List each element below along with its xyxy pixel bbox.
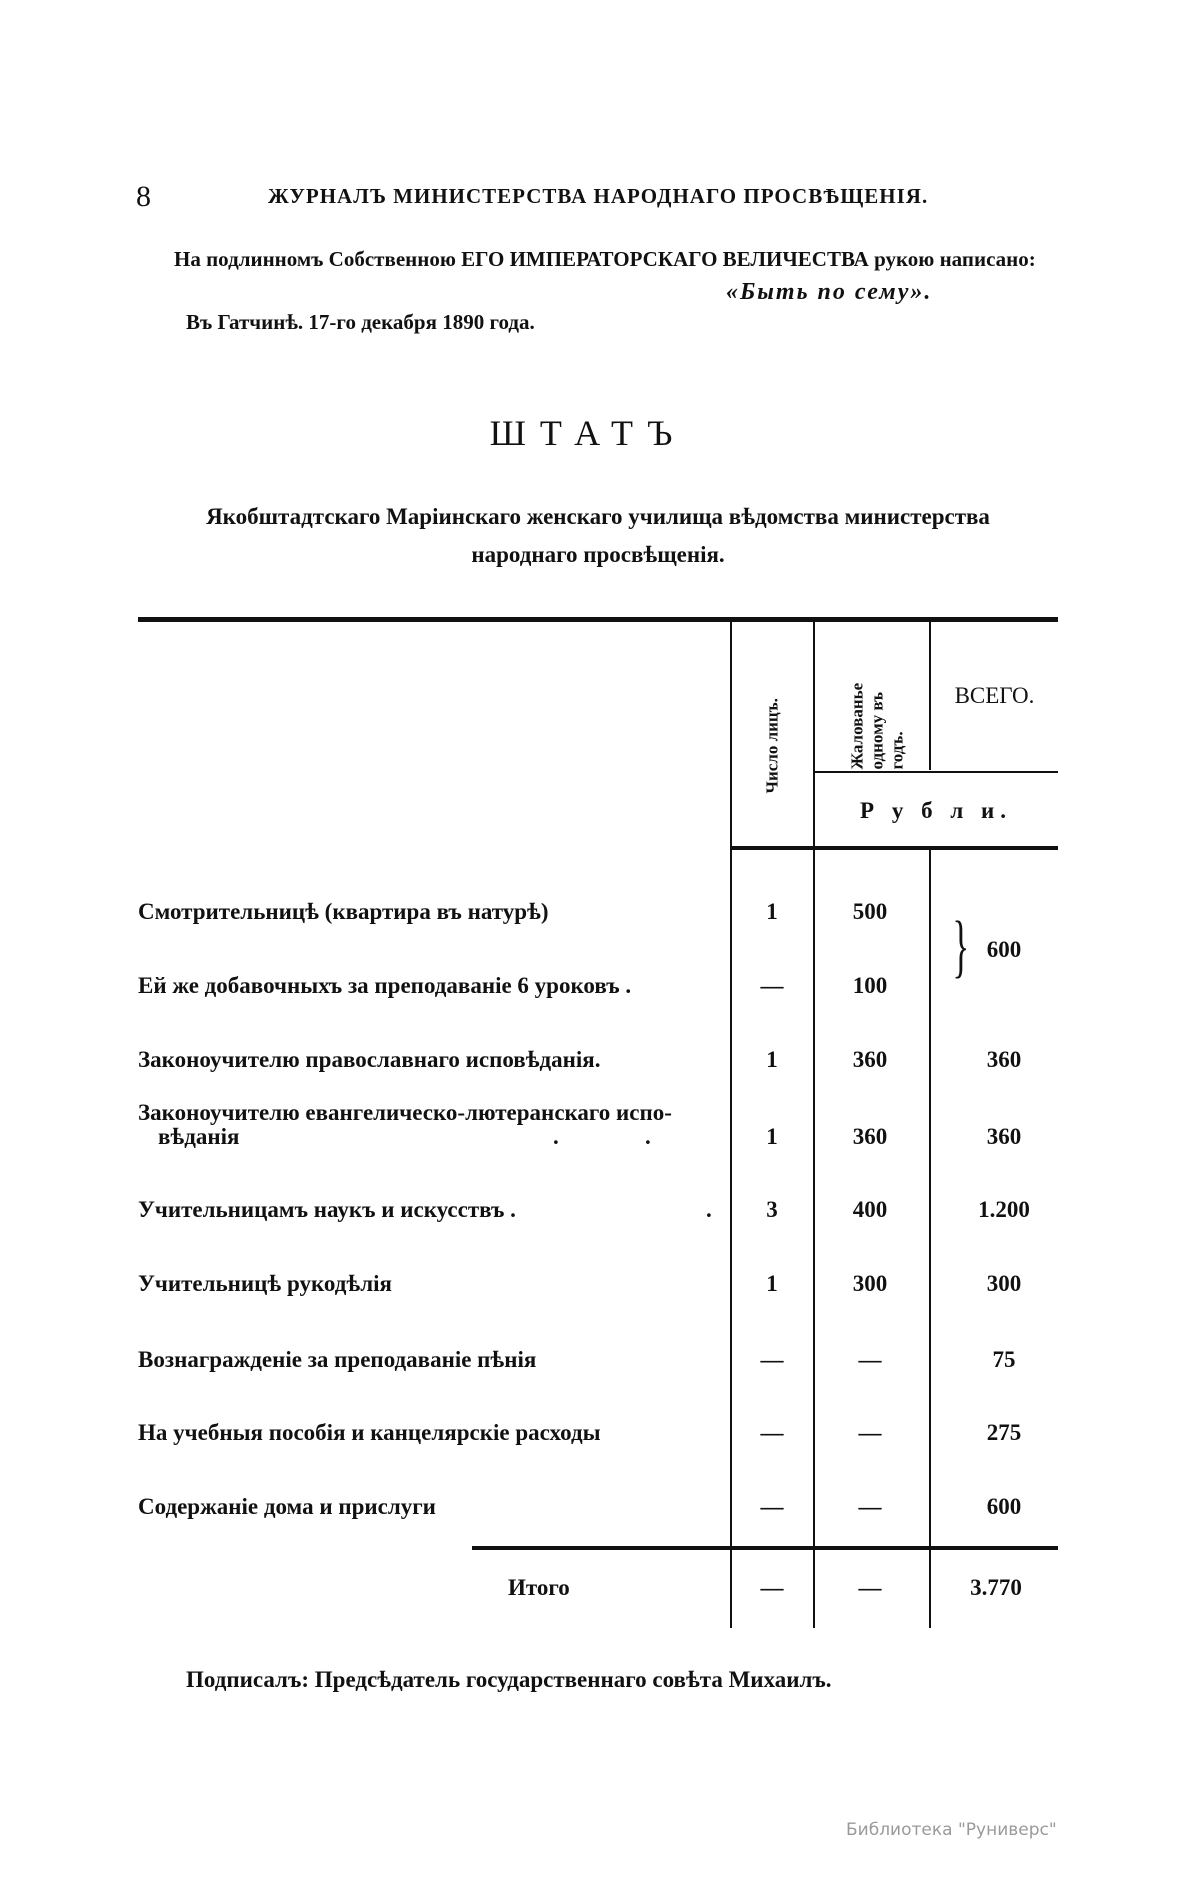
row-label: На учебныя пособія и канцелярскіе расходы: [138, 1420, 601, 1445]
leader-dots: .: [706, 1197, 712, 1222]
brace-icon: }: [952, 908, 970, 985]
header-currency: Р у б л и.: [860, 798, 1012, 823]
row-label: Ей же добавочныхъ за преподаваніе 6 уроковъ .: [138, 973, 632, 998]
row-count: —: [760, 973, 784, 998]
leader-dots: . .: [553, 1124, 651, 1149]
row-label: Содержаніе дома и прислуги: [138, 1494, 436, 1519]
row-total: 360: [986, 1047, 1022, 1072]
row-label: Учительницамъ наукъ и искусствъ .: [138, 1197, 516, 1222]
row-salary: 360: [852, 1047, 888, 1072]
row-count: 1: [766, 899, 778, 924]
row-salary: —: [858, 1347, 882, 1372]
row-count: —: [760, 1347, 784, 1372]
row-salary: 400: [852, 1197, 888, 1222]
row-total: 75: [992, 1347, 1016, 1372]
row-count: 3: [766, 1197, 778, 1222]
row-label: Учительницѣ рукодѣлія: [138, 1271, 392, 1296]
row-count: 1: [766, 1124, 778, 1149]
bracket-total: 600: [986, 937, 1022, 962]
row-label: Смотрительницѣ (квартира въ натурѣ): [138, 899, 549, 924]
subtitle-line-1: Якобштадтскаго Маріинскаго женскаго училища вѣдомства министерства: [206, 504, 990, 529]
row-salary: 100: [852, 973, 888, 998]
row-label: Законоучителю евангелическо-лютеранскаго испо-: [138, 1100, 672, 1125]
row-label: Законоучителю православнаго исповѣданія.: [138, 1047, 601, 1072]
row-label-continued: вѣданія: [158, 1124, 240, 1149]
row-total: 600: [986, 1494, 1022, 1519]
row-count: 1: [766, 1047, 778, 1072]
header-salary-3: годъ.: [887, 731, 907, 770]
header-salary-2: одному въ: [867, 691, 887, 770]
row-salary: 500: [852, 899, 888, 924]
header-sub-rule: [814, 771, 1058, 773]
header-count: Число лицъ.: [762, 698, 782, 794]
row-count: 1: [766, 1271, 778, 1296]
summary-count: —: [760, 1575, 784, 1600]
column-divider: [813, 620, 815, 1628]
header-salary-1: Жалованье: [847, 682, 867, 770]
row-salary: —: [858, 1420, 882, 1445]
row-count: —: [760, 1420, 784, 1445]
signature: Подписалъ: Предсѣдатель государственнаго совѣта Михаилъ.: [186, 1667, 832, 1692]
subtitle-line-2: народнаго просвѣщенія.: [471, 542, 725, 567]
row-salary: 360: [852, 1124, 888, 1149]
row-count: —: [760, 1494, 784, 1519]
decree-resolution: «Быть по сему».: [726, 279, 933, 305]
place-date: Въ Гатчинѣ. 17-го декабря 1890 года.: [186, 310, 535, 334]
row-total: 275: [986, 1420, 1022, 1445]
summary-total: 3.770: [970, 1575, 1022, 1600]
header-bottom-rule: [730, 846, 1058, 850]
row-total: 1.200: [978, 1197, 1030, 1222]
row-salary: 300: [852, 1271, 888, 1296]
summary-label: Итого: [508, 1575, 570, 1600]
journal-title: ЖУРНАЛЪ МИНИСТЕРСТВА НАРОДНАГО ПРОСВѢЩЕНІЯ.: [268, 184, 929, 208]
table-top-rule: [138, 617, 1058, 622]
decree-line: На подлинномъ Собственною ЕГО ИМПЕРАТОРСКАГО ВЕЛИЧЕСТВА рукою написано:: [174, 247, 1036, 271]
summary-salary: —: [858, 1575, 882, 1600]
page-number: 8: [136, 180, 151, 213]
row-salary: —: [858, 1494, 882, 1519]
summary-rule: [472, 1546, 1058, 1550]
document-title: ШТАТЪ: [489, 413, 687, 453]
watermark: Библиотека "Руниверс": [846, 1820, 1057, 1840]
row-label: Вознагражденіе за преподаваніе пѣнія: [138, 1347, 537, 1372]
column-divider: [929, 850, 931, 1628]
row-total: 360: [986, 1124, 1022, 1149]
row-total: 300: [986, 1271, 1022, 1296]
header-total: ВСЕГО.: [954, 683, 1035, 708]
